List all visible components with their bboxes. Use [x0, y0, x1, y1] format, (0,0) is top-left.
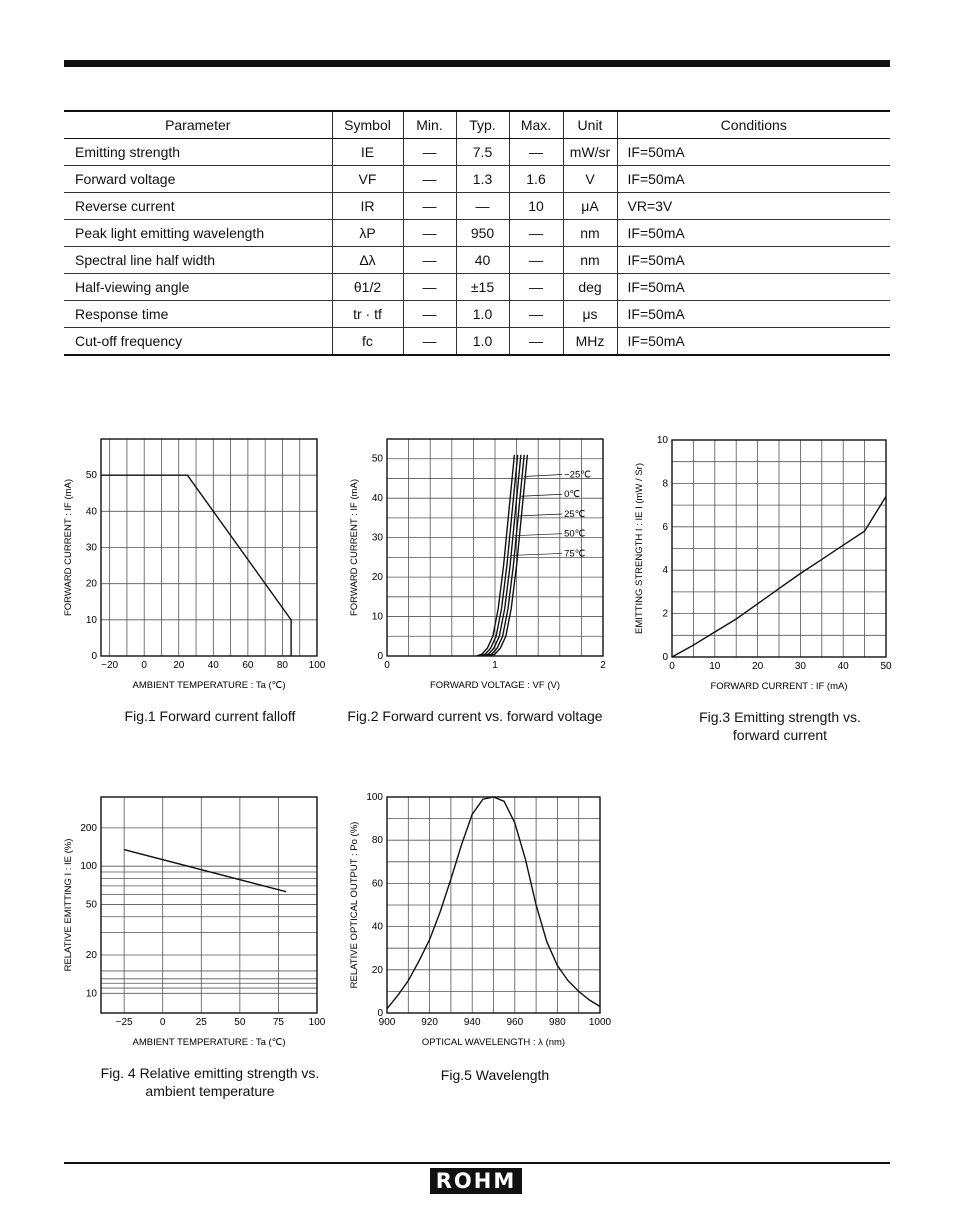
x-tick-label: 1: [492, 660, 498, 671]
y-tick-label: 10: [85, 614, 97, 626]
table-cell: —: [509, 139, 563, 166]
column-header: Max.: [509, 111, 563, 139]
legend-leader: [524, 475, 562, 477]
x-axis-label: AMBIENT TEMPERATURE : Ta (℃): [132, 680, 286, 691]
y-tick-label: 10: [656, 435, 668, 446]
y-axis-label: EMITTING STRENGTH I : IE I (mW / Sr): [634, 463, 645, 634]
y-tick-label: 200: [80, 822, 97, 834]
table-cell: λP: [332, 220, 403, 247]
x-tick-label: 25: [195, 1017, 207, 1028]
y-tick-label: 10: [371, 611, 383, 623]
legend-label: 25℃: [564, 508, 586, 520]
x-tick-label: 0: [669, 661, 675, 672]
table-cell: 1.0: [456, 328, 509, 356]
x-tick-label: 2: [600, 660, 606, 671]
y-tick-label: 30: [371, 532, 383, 544]
y-tick-label: 80: [371, 835, 383, 847]
table-cell: IF=50mA: [617, 328, 890, 356]
y-tick-label: 20: [85, 950, 97, 962]
fig5-chart: [349, 792, 612, 1048]
x-tick-label: 900: [378, 1017, 396, 1028]
table-cell: fc: [332, 328, 403, 356]
table-cell: nm: [563, 220, 617, 247]
legend-label: 75℃: [564, 548, 586, 560]
y-tick-label: 20: [85, 578, 97, 590]
y-tick-label: 100: [80, 861, 97, 873]
y-tick-label: 8: [662, 478, 668, 490]
fig2-caption: Fig.2 Forward current vs. forward voltage: [347, 708, 603, 724]
y-axis-label: FORWARD CURRENT : IF (mA): [349, 478, 360, 617]
table-cell: μA: [563, 193, 617, 220]
table-cell: Cut-off frequency: [64, 328, 332, 356]
table-cell: VR=3V: [617, 193, 890, 220]
table-cell: nm: [563, 247, 617, 274]
series-line: [124, 850, 286, 892]
x-tick-label: 100: [308, 660, 326, 671]
column-header: Symbol: [332, 111, 403, 139]
table-cell: IR: [332, 193, 403, 220]
table-cell: V: [563, 166, 617, 193]
column-header: Min.: [403, 111, 456, 139]
table-cell: Forward voltage: [64, 166, 332, 193]
table-cell: IF=50mA: [617, 301, 890, 328]
x-tick-label: 920: [421, 1017, 438, 1028]
x-axis-label: AMBIENT TEMPERATURE : Ta (℃): [132, 1037, 286, 1048]
table-cell: 1.3: [456, 166, 509, 193]
table-cell: VF: [332, 166, 403, 193]
x-tick-label: 80: [276, 660, 289, 671]
table-cell: 1.6: [509, 166, 563, 193]
table-cell: Reverse current: [64, 193, 332, 220]
y-tick-label: 50: [85, 470, 97, 482]
table-cell: —: [509, 247, 563, 274]
table-cell: —: [509, 301, 563, 328]
y-axis-label: RELATIVE OPTICAL OUTPUT : Po (%): [349, 821, 360, 989]
x-tick-label: −25: [115, 1017, 133, 1028]
y-tick-label: 0: [377, 651, 383, 662]
table-cell: deg: [563, 274, 617, 301]
legend-label: −25℃: [564, 469, 591, 481]
column-header: Conditions: [617, 111, 890, 139]
table-cell: mW/sr: [563, 139, 617, 166]
table-cell: —: [403, 274, 456, 301]
table-cell: IF=50mA: [617, 139, 890, 166]
table-cell: —: [403, 139, 456, 166]
y-tick-label: 20: [371, 572, 383, 584]
table-cell: —: [509, 274, 563, 301]
y-tick-label: 6: [662, 521, 668, 533]
table-cell: 40: [456, 247, 509, 274]
table-cell: IF=50mA: [617, 247, 890, 274]
legend-label: 50℃: [564, 528, 586, 540]
table-cell: —: [403, 301, 456, 328]
y-tick-label: 60: [371, 878, 383, 890]
table-cell: Half-viewing angle: [64, 274, 332, 301]
y-tick-label: 100: [366, 792, 383, 803]
x-tick-label: 1000: [588, 1017, 612, 1028]
y-tick-label: 40: [371, 921, 383, 933]
legend-label: 0℃: [564, 489, 581, 501]
x-tick-label: 75: [272, 1017, 284, 1028]
x-tick-label: 10: [709, 661, 721, 672]
table-cell: 7.5: [456, 139, 509, 166]
y-tick-label: 4: [662, 565, 668, 577]
fig4-caption: Fig. 4 Relative emitting strength vs. ambient temperature: [100, 1065, 320, 1099]
legend-leader: [518, 514, 562, 516]
x-tick-label: 20: [752, 661, 764, 672]
table-cell: —: [509, 328, 563, 356]
x-tick-label: −20: [101, 660, 119, 671]
column-header: Unit: [563, 111, 617, 139]
table-cell: MHz: [563, 328, 617, 356]
column-header: Parameter: [64, 111, 332, 139]
y-tick-label: 30: [85, 542, 97, 554]
x-tick-label: 0: [159, 1017, 166, 1028]
table-cell: 10: [509, 193, 563, 220]
fig1-caption: Fig.1 Forward current falloff: [124, 708, 296, 724]
x-tick-label: 100: [308, 1017, 326, 1028]
x-tick-label: 40: [207, 660, 219, 671]
table-cell: tr · tf: [332, 301, 403, 328]
table-cell: —: [403, 220, 456, 247]
y-tick-label: 10: [85, 988, 97, 1000]
x-axis-label: FORWARD VOLTAGE : VF (V): [429, 680, 561, 691]
table-cell: 950: [456, 220, 509, 247]
table-cell: Spectral line half width: [64, 247, 332, 274]
fig3-caption: Fig.3 Emitting strength vs. forward current: [699, 709, 861, 743]
bottom-rule: [64, 1162, 890, 1164]
x-tick-label: 20: [173, 660, 185, 671]
table-cell: Δλ: [332, 247, 403, 274]
fig5-caption: Fig.5 Wavelength: [440, 1067, 550, 1083]
legend-leader: [511, 553, 562, 555]
table-cell: 1.0: [456, 301, 509, 328]
table-cell: IE: [332, 139, 403, 166]
y-tick-label: 0: [91, 651, 97, 662]
x-axis-label: OPTICAL WAVELENGTH : λ (nm): [421, 1037, 566, 1048]
table-cell: ±15: [456, 274, 509, 301]
table-cell: —: [403, 193, 456, 220]
x-tick-label: 0: [141, 660, 147, 671]
x-tick-label: 50: [880, 661, 892, 672]
plot-frame: [101, 797, 317, 1013]
x-tick-label: 50: [234, 1017, 246, 1028]
x-tick-label: 30: [794, 661, 806, 672]
table-cell: IF=50mA: [617, 220, 890, 247]
table-cell: IF=50mA: [617, 166, 890, 193]
table-cell: —: [403, 247, 456, 274]
x-tick-label: 940: [463, 1017, 481, 1028]
y-tick-label: 50: [371, 453, 383, 465]
rohm-logo: ROHM: [430, 1168, 522, 1194]
table-cell: —: [456, 193, 509, 220]
table-cell: Peak light emitting wavelength: [64, 220, 332, 247]
table-cell: μs: [563, 301, 617, 328]
y-tick-label: 40: [371, 493, 383, 505]
table-cell: Response time: [64, 301, 332, 328]
fig2-chart: [349, 439, 606, 691]
table-cell: —: [403, 328, 456, 356]
table-cell: —: [509, 220, 563, 247]
y-axis-label: RELATIVE EMITTING I : IE (%): [63, 838, 74, 972]
y-tick-label: 0: [377, 1008, 383, 1019]
y-tick-label: 20: [371, 964, 383, 976]
y-axis-label: FORWARD CURRENT : IF (mA): [63, 478, 74, 617]
column-header: Typ.: [456, 111, 509, 139]
table-cell: Emitting strength: [64, 139, 332, 166]
x-tick-label: 40: [837, 661, 849, 672]
y-tick-label: 2: [662, 608, 668, 620]
x-tick-label: 960: [506, 1017, 524, 1028]
series-line: [477, 455, 515, 656]
y-tick-label: 50: [85, 899, 97, 911]
x-tick-label: 60: [242, 660, 254, 671]
x-tick-label: 980: [549, 1017, 566, 1028]
y-tick-label: 0: [662, 652, 668, 663]
table-cell: IF=50mA: [617, 274, 890, 301]
legend-leader: [521, 494, 562, 496]
x-tick-label: 0: [384, 660, 390, 671]
fig3-chart: [634, 435, 892, 692]
x-axis-label: FORWARD CURRENT : IF (mA): [710, 681, 848, 692]
table-cell: θ1/2: [332, 274, 403, 301]
fig1-chart: [63, 439, 326, 691]
table-cell: —: [403, 166, 456, 193]
y-tick-label: 40: [85, 506, 97, 518]
fig4-chart: [63, 797, 326, 1048]
